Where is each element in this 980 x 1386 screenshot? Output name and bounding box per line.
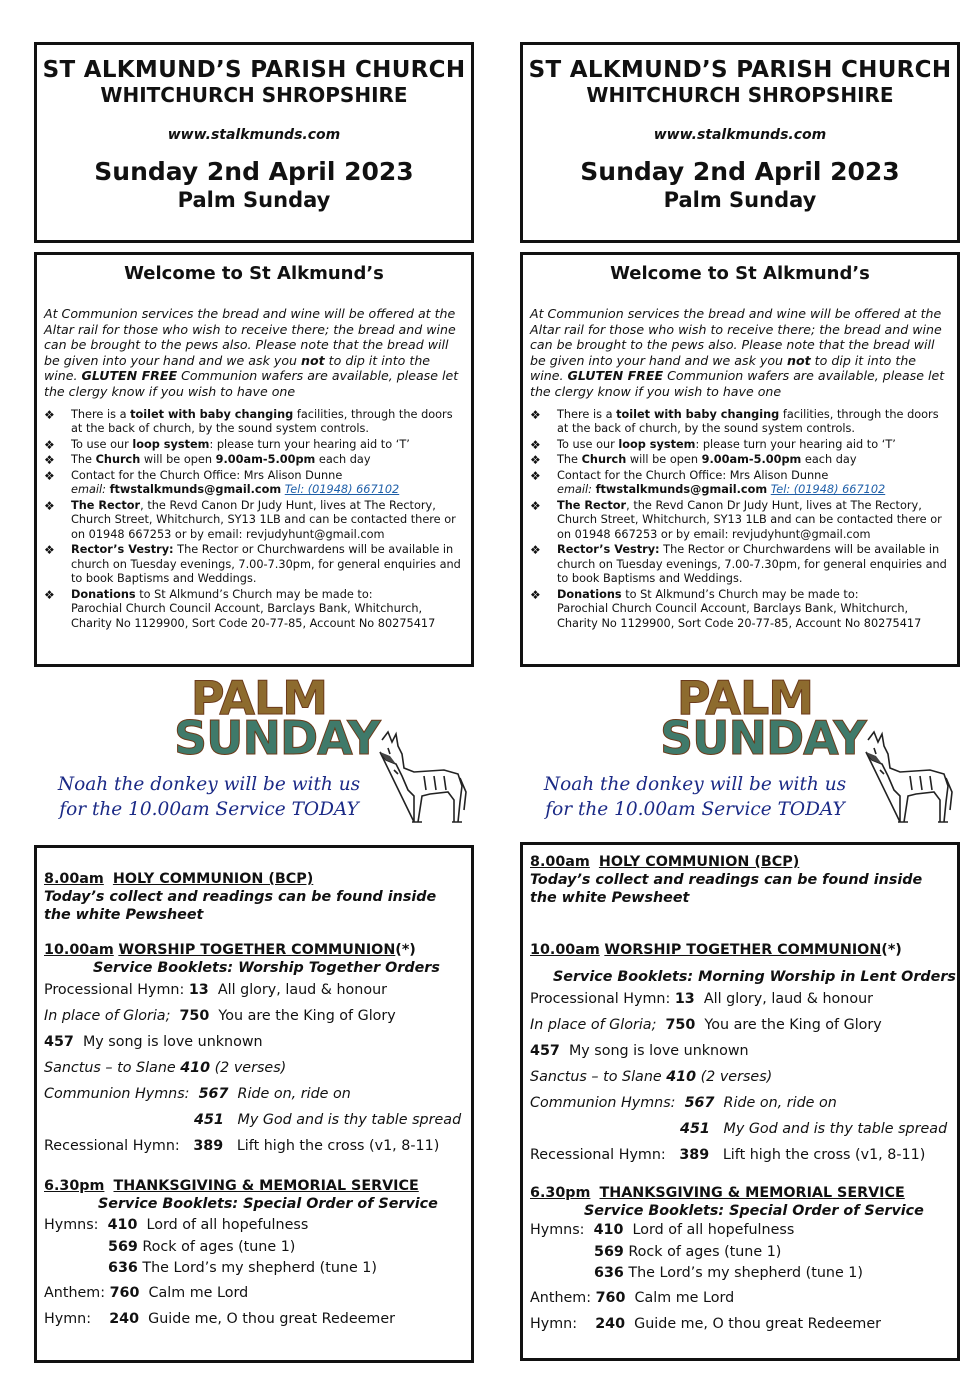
website-link[interactable]: www.stalkmunds.com	[167, 127, 341, 143]
sunday-word: SUNDAY	[174, 711, 380, 765]
list-item: ❖ Donations to St Alkmund’s Church may be made to: Parochial Church Council Account, Barclays Bank, Whitchurch, Charity No 1129900, Sort Code 20-77-85, Account No 80275417	[44, 587, 436, 630]
diamond-bullet-icon: ❖	[44, 468, 55, 483]
gloria-hymn: In place of Gloria; 750 You are the King of Glory	[530, 1017, 882, 1033]
list-item: ❖ There is a toilet with baby changing facilities, through the doors at the back of church, by the sound system controls.	[530, 407, 939, 436]
office-phone-link[interactable]: Tel: (01948) 667102	[770, 483, 886, 497]
noah-donkey-notice: Noah the donkey will be with us for the 10.00am Service TODAY	[57, 774, 361, 820]
processional-hymn: Processional Hymn: 13 All glory, laud & honour	[530, 991, 874, 1007]
communion-hymn-1: Communion Hymns: 567 Ride on, ride on	[44, 1086, 351, 1102]
list-item: ❖ Rector’s Vestry: The Rector or Churchwardens will be available in church on Tuesday evenings, 7.00-7.30pm, for general enquiries and to book Baptisms and Weddings.	[530, 543, 947, 586]
communion-intro: At Communion services the bread and wine will be offered at the Altar rail for those who wish to receive there; the bread and wine can be brought to the pews also. Please note that the bread will be given into your hand and we ask you not to dip it into the wine. GLUTEN FREE Communion wafers are available, please let the clergy know if you wish to have one	[44, 306, 459, 399]
service-date: Sunday 2nd April 2023	[580, 157, 900, 186]
final-hymn: Hymn: 240 Guide me, O thou great Redeemer	[44, 1310, 396, 1327]
noah-donkey-notice: Noah the donkey will be with us for the 10.00am Service TODAY	[543, 774, 847, 820]
occasion-title: Palm Sunday	[663, 188, 817, 212]
church-name: ST ALKMUND’S PARISH CHURCH	[528, 57, 952, 83]
diamond-bullet-icon: ❖	[530, 453, 541, 468]
communion-hymn-2: 451 My God and is thy table spread	[194, 1112, 462, 1128]
list-item: ❖ To use our loop system: please turn your hearing aid to ‘T’	[530, 437, 896, 452]
diamond-bullet-icon: ❖	[530, 407, 541, 422]
list-item: ❖ To use our loop system: please turn your hearing aid to ‘T’	[44, 437, 410, 452]
list-item: ❖ Contact for the Church Office: Mrs Alison Dunne email: ftwstalkmunds@gmail.com Tel: (01948) 667102	[530, 468, 886, 497]
church-name: ST ALKMUND’S PARISH CHURCH	[42, 57, 466, 83]
service-date: Sunday 2nd April 2023	[94, 157, 414, 186]
diamond-bullet-icon: ❖	[44, 407, 55, 422]
evening-hymn-2: 569 Rock of ages (tune 1)	[108, 1238, 296, 1255]
communion-hymn-2: 451 My God and is thy table spread	[680, 1121, 948, 1137]
list-item: ❖ The Rector, the Revd Canon Dr Judy Hunt, lives at The Rectory, Church Street, Whitchurch, SY13 1LB and can be contacted there or on 01948 667253 or by email: revjudyhunt@gmail.com	[530, 498, 942, 541]
evening-hymn-3: 636 The Lord’s my shepherd (tune 1)	[594, 1265, 863, 1281]
welcome-title: Welcome to St Alkmund’s	[124, 263, 384, 284]
processional-hymn: Processional Hymn: 13 All glory, laud & honour	[44, 982, 388, 998]
services-box	[34, 845, 474, 1363]
office-email[interactable]: ftwstalkmunds@gmail.com	[109, 483, 282, 497]
palm-sunday-banner	[520, 672, 960, 832]
diamond-bullet-icon: ❖	[530, 498, 541, 513]
donkey-icon	[374, 730, 470, 828]
anthem: Anthem: 760 Calm me Lord	[530, 1289, 735, 1306]
diamond-bullet-icon: ❖	[44, 587, 55, 602]
evening-service: 6.30pm THANKSGIVING & MEMORIAL SERVICE Service Booklets: Special Order of Service Hymns: 410 Lord of all hopefulness 569 Rock of ages (tune 1) 636 The Lord’s my shepherd (tune 1) Anthem: 760 Calm me Lord Hymn: 240 Guide me, O thou great Redeemer	[530, 1184, 957, 1337]
list-item: ❖ There is a toilet with baby changing facilities, through the doors at the back of church, by the sound system controls.	[44, 407, 453, 436]
sanctus: Sanctus – to Slane 410 (2 verses)	[44, 1060, 287, 1076]
gloria-hymn: In place of Gloria; 750 You are the King of Glory	[44, 1008, 396, 1024]
website-link[interactable]: www.stalkmunds.com	[653, 127, 827, 143]
communion-intro: At Communion services the bread and wine will be offered at the Altar rail for those who wish to receive there; the bread and wine can be brought to the pews also. Please note that the bread will be given into your hand and we ask you not to dip it into the wine. GLUTEN FREE Communion wafers are available, please let the clergy know if you wish to have one	[530, 306, 945, 399]
recessional-hymn: Recessional Hymn: 389 Lift high the cross (v1, 8-11)	[44, 1138, 440, 1154]
header-box	[34, 42, 474, 243]
diamond-bullet-icon: ❖	[530, 543, 541, 558]
list-item: ❖ Rector’s Vestry: The Rector or Churchwardens will be available in church on Tuesday evenings, 7.00-7.30pm, for general enquiries and to book Baptisms and Weddings.	[44, 543, 461, 586]
recessional-hymn: Recessional Hymn: 389 Lift high the cross (v1, 8-11)	[530, 1147, 926, 1163]
church-town: WHITCHURCH SHROPSHIRE	[586, 83, 894, 107]
diamond-bullet-icon: ❖	[44, 437, 55, 452]
list-item: ❖ Contact for the Church Office: Mrs Alison Dunne email: ftwstalkmunds@gmail.com Tel: (01948) 667102	[44, 468, 400, 497]
evening-hymn-2: 569 Rock of ages (tune 1)	[594, 1243, 782, 1260]
diamond-bullet-icon: ❖	[530, 587, 541, 602]
communion-hymn-1: Communion Hymns: 567 Ride on, ride on	[530, 1095, 837, 1111]
list-item: ❖ Donations to St Alkmund’s Church may be made to: Parochial Church Council Account, Barclays Bank, Whitchurch, Charity No 1129900, Sort Code 20-77-85, Account No 80275417	[530, 587, 922, 630]
info-list	[523, 408, 957, 632]
diamond-bullet-icon: ❖	[44, 453, 55, 468]
palm-word: PALM	[190, 671, 328, 725]
services-box	[520, 842, 960, 1361]
evening-hymn-1: Hymns: 410 Lord of all hopefulness	[44, 1217, 309, 1233]
booklet-note: Service Booklets: Worship Together Orders	[93, 960, 440, 976]
evening-hymn-1: Hymns: 410 Lord of all hopefulness	[530, 1222, 795, 1238]
office-email[interactable]: ftwstalkmunds@gmail.com	[595, 483, 768, 497]
main-service: 10.00am WORSHIP TOGETHER COMMUNION(*) Service Booklets: Morning Worship in Lent Orders Processional Hymn: 13 All glory, laud & honour In place of Gloria; 750 You are the King of Glory 457 My song is love unknown Sanctus – to Slane 410 (2 verses) Communion Hymns: 567 Ride on, ride on 451 My God and is thy table spread Recessional Hymn: 389 Lift high the cross (v1, 8-11)	[530, 941, 957, 1168]
evening-service: 6.30pm THANKSGIVING & MEMORIAL SERVICE Service Booklets: Special Order of Service Hymns: 410 Lord of all hopefulness 569 Rock of ages (tune 1) 636 The Lord’s my shepherd (tune 1) Anthem: 760 Calm me Lord Hymn: 240 Guide me, O thou great Redeemer	[44, 1177, 471, 1332]
early-service: 8.00am HOLY COMMUNION (BCP) Today’s collect and readings can be found inside the white Pewsheet	[44, 871, 437, 923]
donkey-icon	[860, 730, 956, 828]
occasion-title: Palm Sunday	[177, 188, 331, 212]
palm-sunday-banner	[34, 672, 474, 832]
welcome-box	[34, 252, 474, 667]
main-service: 10.00am WORSHIP TOGETHER COMMUNION(*) Service Booklets: Worship Together Orders Processional Hymn: 13 All glory, laud & honour In place of Gloria; 750 You are the King of Glory 457 My song is love unknown Sanctus – to Slane 410 (2 verses) Communion Hymns: 567 Ride on, ride on 451 My God and is thy table spread Recessional Hymn: 389 Lift high the cross (v1, 8-11)	[44, 941, 471, 1159]
diamond-bullet-icon: ❖	[44, 498, 55, 513]
diamond-bullet-icon: ❖	[44, 543, 55, 558]
diamond-bullet-icon: ❖	[530, 468, 541, 483]
welcome-box	[520, 252, 960, 667]
final-hymn: Hymn: 240 Guide me, O thou great Redeemer	[530, 1315, 882, 1332]
office-phone-link[interactable]: Tel: (01948) 667102	[284, 483, 400, 497]
early-service: 8.00am HOLY COMMUNION (BCP) Today’s collect and readings can be found inside the white Pewsheet	[530, 854, 923, 906]
evening-hymn-3: 636 The Lord’s my shepherd (tune 1)	[108, 1260, 377, 1276]
list-item: ❖ The Church will be open 9.00am-5.00pm each day	[44, 453, 371, 468]
palm-word: PALM	[676, 671, 814, 725]
header-box	[520, 42, 960, 243]
info-list	[37, 408, 471, 632]
welcome-title: Welcome to St Alkmund’s	[610, 263, 870, 284]
church-town: WHITCHURCH SHROPSHIRE	[100, 83, 408, 107]
hymn-457: 457 My song is love unknown	[44, 1034, 263, 1050]
sanctus: Sanctus – to Slane 410 (2 verses)	[530, 1069, 773, 1085]
diamond-bullet-icon: ❖	[530, 437, 541, 452]
sunday-word: SUNDAY	[660, 711, 866, 765]
anthem: Anthem: 760 Calm me Lord	[44, 1284, 249, 1301]
hymn-457: 457 My song is love unknown	[530, 1043, 749, 1059]
booklet-note: Service Booklets: Morning Worship in Lent Orders	[553, 969, 956, 985]
list-item: ❖ The Rector, the Revd Canon Dr Judy Hunt, lives at The Rectory, Church Street, Whitchurch, SY13 1LB and can be contacted there or on 01948 667253 or by email: revjudyhunt@gmail.com	[44, 498, 456, 541]
list-item: ❖ The Church will be open 9.00am-5.00pm each day	[530, 453, 857, 468]
